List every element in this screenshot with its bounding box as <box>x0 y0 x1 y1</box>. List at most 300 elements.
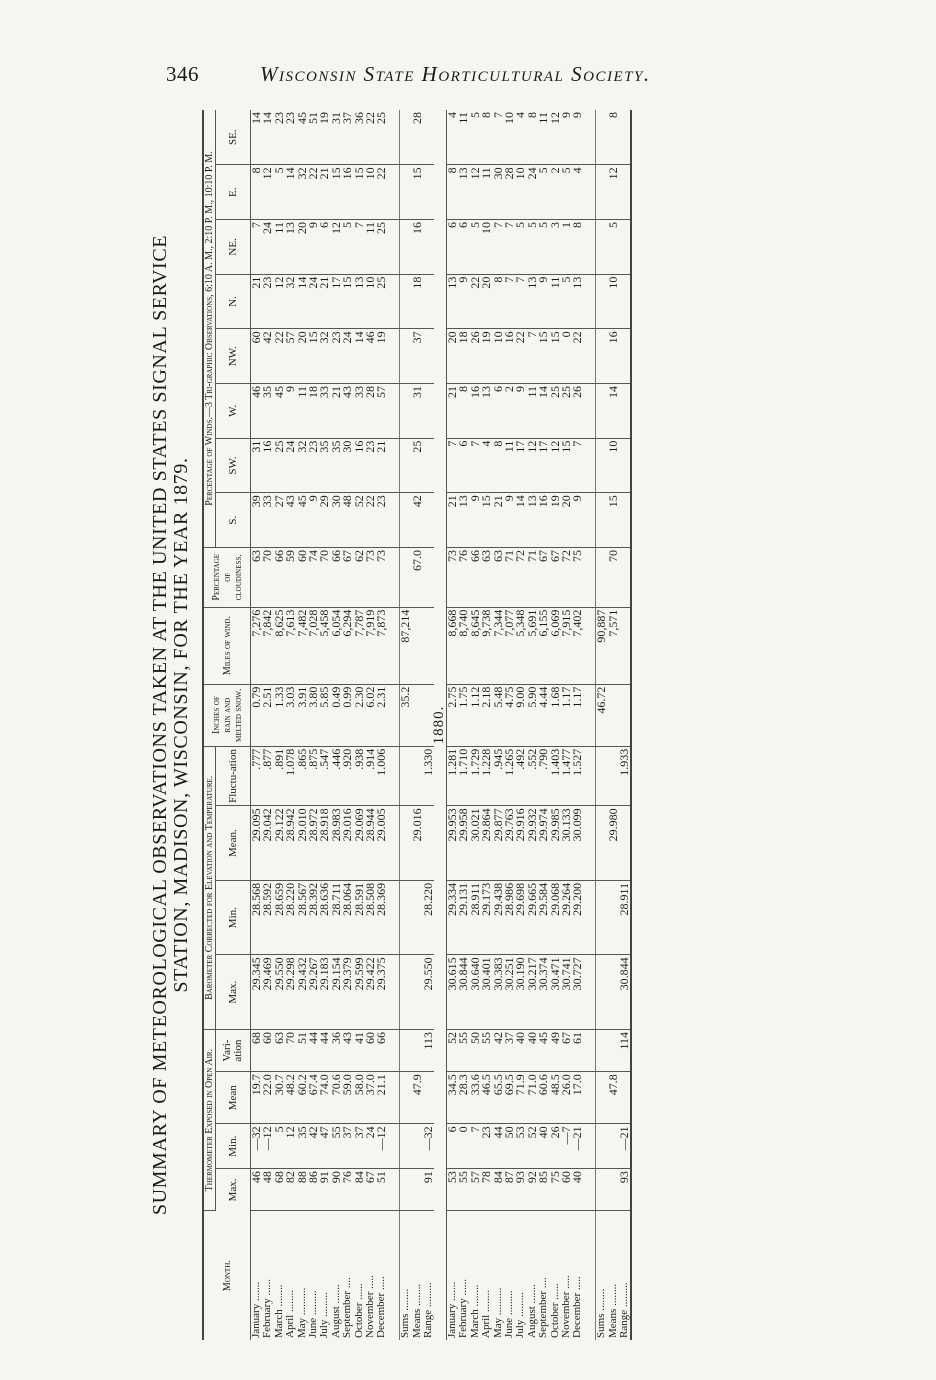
table-cell: 29.267 <box>308 955 319 1030</box>
table-cell: 11 <box>297 383 308 438</box>
table-cell: 28.911 <box>470 880 481 955</box>
spacer-cell <box>584 806 596 881</box>
table-cell: 11 <box>550 274 561 329</box>
table-cell: 50 <box>470 1029 481 1071</box>
table-cell: 60 <box>365 1029 376 1071</box>
table-cell: 2 <box>504 383 515 438</box>
table-row <box>481 110 492 1340</box>
table-cell: 22 <box>515 329 526 384</box>
table-cell: 1.17 <box>572 684 583 746</box>
cloudiness-header: Percentage of cloudiness. <box>203 547 251 607</box>
rain-header: Inches of rain and melted snow. <box>203 684 251 746</box>
table-cell: 30 <box>493 165 504 220</box>
table-cell: 1.17 <box>561 684 572 746</box>
table-cell: 55 <box>458 1169 469 1211</box>
table-cell <box>400 1169 412 1211</box>
table-cell <box>619 329 631 384</box>
table-cell: 3.91 <box>297 684 308 746</box>
table-cell <box>596 1124 608 1169</box>
table-cell: 44 <box>319 1029 330 1071</box>
table-cell: 8 <box>446 165 458 220</box>
table-cell: 0.79 <box>251 684 263 746</box>
table-cell: 20 <box>297 329 308 384</box>
table-row <box>538 110 549 1340</box>
table-cell <box>423 547 434 607</box>
spacer-cell <box>584 438 596 493</box>
table-cell: 25 <box>376 110 387 165</box>
table-cell <box>619 684 631 746</box>
table-cell: 71 <box>504 547 515 607</box>
table-cell: 30 <box>342 438 353 493</box>
table-cell: 29.183 <box>319 955 330 1030</box>
table-row <box>331 110 342 1340</box>
table-cell: 1 <box>561 220 572 275</box>
table-cell: 5 <box>538 165 549 220</box>
table-cell: 46 <box>251 1169 263 1211</box>
table-cell: 5 <box>470 110 481 165</box>
table-cell: 66 <box>331 547 342 607</box>
table-cell: 60.6 <box>538 1072 549 1124</box>
table-cell: 17.0 <box>572 1072 583 1124</box>
table-cell: 82 <box>285 1169 296 1211</box>
table-cell: 70 <box>285 1029 296 1071</box>
table-cell: 29.069 <box>354 806 365 881</box>
table-cell: 50 <box>504 1124 515 1169</box>
page-number: 346 <box>166 62 199 86</box>
table-cell: 23 <box>274 110 285 165</box>
table-cell: 29.010 <box>297 806 308 881</box>
table-cell: 29.980 <box>608 806 619 881</box>
table-cell <box>608 684 619 746</box>
table-cell: 9 <box>308 220 319 275</box>
table-cell: 29.985 <box>550 806 561 881</box>
table-cell: 0.49 <box>331 684 342 746</box>
table-cell <box>400 880 412 955</box>
table-cell: 1.228 <box>481 746 492 806</box>
table-cell: 18 <box>412 274 423 329</box>
table-cell: 73 <box>446 547 458 607</box>
table-cell: 35.2 <box>400 684 412 746</box>
table-cell: 75 <box>550 1169 561 1211</box>
table-cell: 91 <box>423 1169 434 1211</box>
thermo-mean-header: Mean <box>216 1072 251 1124</box>
table-cell: 31 <box>331 110 342 165</box>
table-cell: 62 <box>354 547 365 607</box>
table-cell <box>596 1169 608 1211</box>
table-cell: .777 <box>251 746 263 806</box>
table-cell: 10 <box>365 274 376 329</box>
spacer-cell <box>584 547 596 607</box>
table-cell: 5,691 <box>527 607 538 684</box>
spacer-cell <box>388 110 400 165</box>
table-cell <box>423 806 434 881</box>
table-cell: —32 <box>251 1124 263 1169</box>
row-label: November ..... <box>559 1275 572 1338</box>
table-cell: 2.31 <box>376 684 387 746</box>
table-cell: 1.403 <box>550 746 561 806</box>
table-cell: 60 <box>561 1169 572 1211</box>
table-cell: 6 <box>458 220 469 275</box>
table-cell: .552 <box>527 746 538 806</box>
table-cell: 29.599 <box>354 955 365 1030</box>
table-cell: 30.099 <box>572 806 583 881</box>
table-cell: 5 <box>274 1124 285 1169</box>
table-cell: 0.99 <box>342 684 353 746</box>
table-cell: 24 <box>308 274 319 329</box>
table-row <box>274 110 285 1340</box>
table-cell: 25 <box>274 438 285 493</box>
table-cell: 17 <box>515 438 526 493</box>
table-cell: 33 <box>319 383 330 438</box>
table-cell: 29.042 <box>262 806 273 881</box>
spacer-cell <box>388 220 400 275</box>
table-cell: 9 <box>308 493 319 548</box>
table-cell: 8,668 <box>446 607 458 684</box>
table-cell: 9,738 <box>481 607 492 684</box>
table-cell: .865 <box>297 746 308 806</box>
table-cell: 48.5 <box>550 1072 561 1124</box>
table-cell: 87,214 <box>400 607 412 684</box>
table-cell: 5.48 <box>493 684 504 746</box>
row-label: June ......... <box>307 1290 320 1338</box>
table-cell: 45 <box>297 110 308 165</box>
table-cell: 57 <box>285 329 296 384</box>
table-cell: 15 <box>561 438 572 493</box>
table-cell: 37 <box>342 110 353 165</box>
table-cell: 31 <box>412 383 423 438</box>
table-cell: 23 <box>262 274 273 329</box>
table-cell: .875 <box>308 746 319 806</box>
table-cell: 39 <box>251 493 263 548</box>
row-label: February ...... <box>457 1279 470 1338</box>
table-cell: .790 <box>538 746 549 806</box>
table-cell: 16 <box>262 438 273 493</box>
table-cell: 21 <box>319 274 330 329</box>
table-cell: 29.345 <box>251 955 263 1030</box>
table-cell <box>423 220 434 275</box>
table-cell: 20 <box>561 493 572 548</box>
table-cell: 28.986 <box>504 880 515 955</box>
table-cell: 7 <box>470 1124 481 1169</box>
table-cell: 23 <box>365 438 376 493</box>
barometer-header: Barometer Corrected for Elevation and Temperature. <box>203 746 216 1029</box>
table-row <box>308 110 319 1340</box>
table-cell <box>596 110 608 165</box>
table-cell: 21 <box>319 165 330 220</box>
table-cell: 29.438 <box>493 880 504 955</box>
table-cell: 28.636 <box>319 880 330 955</box>
table-cell: 29.005 <box>376 806 387 881</box>
table-cell: 12 <box>285 1124 296 1169</box>
table-cell: 10 <box>515 165 526 220</box>
table-cell: 14 <box>608 383 619 438</box>
spacer-cell <box>584 220 596 275</box>
table-cell: 16 <box>342 165 353 220</box>
table-row <box>561 110 572 1340</box>
table-cell: 45 <box>274 383 285 438</box>
table-cell: 8 <box>572 220 583 275</box>
table-cell: 67 <box>538 547 549 607</box>
table-cell: 90 <box>331 1169 342 1211</box>
table-cell <box>412 684 423 746</box>
table-cell: 28.711 <box>331 880 342 955</box>
table-cell: 30 <box>331 493 342 548</box>
table-cell: 37.0 <box>365 1072 376 1124</box>
table-cell <box>423 607 434 684</box>
table-cell: 1.33 <box>274 684 285 746</box>
table-cell: 28 <box>412 110 423 165</box>
table-cell: 15 <box>550 329 561 384</box>
table-cell: 24 <box>285 438 296 493</box>
table-cell: 71 <box>527 547 538 607</box>
table-cell: 34.5 <box>446 1072 458 1124</box>
table-cell: 28.369 <box>376 880 387 955</box>
row-label: December ..... <box>375 1276 388 1338</box>
table-cell: 16 <box>608 329 619 384</box>
table-cell: 7,276 <box>251 607 263 684</box>
table-cell: 85 <box>538 1169 549 1211</box>
spacer-cell <box>388 493 400 548</box>
table-cell: 51 <box>297 1029 308 1071</box>
row-label: Means ........ <box>606 1283 619 1338</box>
table-cell: 46 <box>251 383 263 438</box>
table-cell: 18 <box>308 383 319 438</box>
spacer-cell <box>584 329 596 384</box>
table-cell: 29.469 <box>262 955 273 1030</box>
table-cell <box>619 110 631 165</box>
table-cell: 22 <box>308 165 319 220</box>
table-cell: 23 <box>308 438 319 493</box>
spacer-cell <box>584 1072 596 1124</box>
table-cell: 86 <box>308 1169 319 1211</box>
table-cell: 72 <box>561 547 572 607</box>
table-cell: 29.068 <box>550 880 561 955</box>
table-cell: 7 <box>493 220 504 275</box>
table-cell: 24 <box>365 1124 376 1169</box>
table-cell: 26 <box>550 1124 561 1169</box>
table-cell: 30.615 <box>446 955 458 1030</box>
table-cell: 8 <box>527 110 538 165</box>
table-cell: 88 <box>297 1169 308 1211</box>
table-cell: 29.974 <box>538 806 549 881</box>
table-cell: 70 <box>262 547 273 607</box>
table-cell: 29.173 <box>481 880 492 955</box>
wind-s-header: S. <box>216 493 251 548</box>
row-label: December ..... <box>571 1276 584 1338</box>
table-cell: 35 <box>331 438 342 493</box>
table-cell: 22 <box>365 493 376 548</box>
baro-mean-header: Mean. <box>216 806 251 881</box>
table-cell: 63 <box>274 1029 285 1071</box>
table-cell: 8,645 <box>470 607 481 684</box>
table-cell: 30.7 <box>274 1072 285 1124</box>
table-cell: 68 <box>251 1029 263 1071</box>
table-cell <box>596 955 608 1030</box>
table-cell: 37 <box>354 1124 365 1169</box>
table-cell: 60.2 <box>297 1072 308 1124</box>
table-cell: 76 <box>458 547 469 607</box>
table-cell: 10 <box>365 165 376 220</box>
table-cell <box>423 274 434 329</box>
table-cell <box>619 383 631 438</box>
table-cell: 15 <box>608 493 619 548</box>
spacer-cell <box>388 329 400 384</box>
table-cell: 1.75 <box>458 684 469 746</box>
table-cell: 1.527 <box>572 746 583 806</box>
table-cell: 8 <box>493 438 504 493</box>
spacer-cell <box>388 165 400 220</box>
table-cell: 13 <box>572 274 583 329</box>
row-label: Sums ........ <box>596 1211 608 1340</box>
table-cell: 21.1 <box>376 1072 387 1124</box>
table-cell: 24 <box>262 220 273 275</box>
table-cell: 21 <box>251 274 263 329</box>
table-cell: 9 <box>561 110 572 165</box>
table-cell: 19 <box>550 493 561 548</box>
table-cell <box>619 547 631 607</box>
table-cell: 16 <box>412 220 423 275</box>
table-cell: 15 <box>308 329 319 384</box>
table-cell: .492 <box>515 746 526 806</box>
table-title <box>150 110 196 1340</box>
table-cell: 5 <box>470 220 481 275</box>
table-cell: 6,069 <box>550 607 561 684</box>
table-cell: 35 <box>319 438 330 493</box>
table-cell: 15 <box>342 274 353 329</box>
table-cell: 22 <box>274 329 285 384</box>
table-cell: 9 <box>504 493 515 548</box>
table-cell: 7,787 <box>354 607 365 684</box>
table-cell: 29.864 <box>481 806 492 881</box>
table-cell: 67 <box>550 547 561 607</box>
wind-se-header: SE. <box>216 110 251 165</box>
table-cell: 29.334 <box>446 880 458 955</box>
table-cell: 1.729 <box>470 746 481 806</box>
table-cell: 3.03 <box>285 684 296 746</box>
wind-nw-header: NW. <box>216 329 251 384</box>
row-label: June ......... <box>502 1290 515 1338</box>
table-cell: 5 <box>342 220 353 275</box>
table-cell: 71.0 <box>527 1072 538 1124</box>
table-cell: 30.741 <box>561 955 572 1030</box>
table-cell: 9 <box>515 383 526 438</box>
table-cell: 7,842 <box>262 607 273 684</box>
table-cell: 27 <box>274 493 285 548</box>
table-cell: 70 <box>319 547 330 607</box>
table-title-line-1: SUMMARY OF METEOROLOGICAL OBSERVATIONS TAKEN AT THE UNITED STATES SIGNAL SERVICE <box>149 234 171 1216</box>
table-cell: 30.727 <box>572 955 583 1030</box>
table-cell: 93 <box>619 1169 631 1211</box>
table-cell: 1.12 <box>470 684 481 746</box>
table-cell <box>596 1029 608 1071</box>
table-cell: 84 <box>493 1169 504 1211</box>
table-cell: 52 <box>354 493 365 548</box>
spacer-cell <box>584 493 596 548</box>
row-label: March ........ <box>468 1284 481 1338</box>
spacer-cell <box>388 1169 400 1211</box>
table-cell: 47.9 <box>412 1072 423 1124</box>
table-cell <box>619 493 631 548</box>
table-cell: 13 <box>481 383 492 438</box>
table-cell: 11 <box>527 383 538 438</box>
table-cell: 12 <box>550 438 561 493</box>
table-cell: 67 <box>561 1029 572 1071</box>
table-cell: 46.72 <box>596 684 608 746</box>
table-cell: 30.217 <box>527 955 538 1030</box>
month-header: Month. <box>203 1211 251 1340</box>
table-cell: 22 <box>376 165 387 220</box>
table-cell: 33 <box>354 383 365 438</box>
row-label: February ...... <box>261 1279 274 1338</box>
means-row <box>608 110 619 1340</box>
table-cell <box>423 438 434 493</box>
table-row <box>285 110 296 1340</box>
table-cell: 45 <box>538 1029 549 1071</box>
table-cell <box>596 880 608 955</box>
table-cell: 33 <box>262 493 273 548</box>
table-cell: 15 <box>354 165 365 220</box>
table-cell: 4 <box>481 438 492 493</box>
table-cell: 30.471 <box>550 955 561 1030</box>
spacer-cell <box>388 1072 400 1124</box>
table-cell: 29.298 <box>285 955 296 1030</box>
table-cell: 19.7 <box>251 1072 263 1124</box>
row-label: Means ........ <box>410 1283 423 1338</box>
row-label: September .... <box>537 1277 550 1338</box>
wind-sw-header: SW. <box>216 438 251 493</box>
table-cell: 48 <box>262 1169 273 1211</box>
table-cell: 5 <box>608 220 619 275</box>
table-cell: 67 <box>365 1169 376 1211</box>
table-cell: 67.0 <box>412 547 423 607</box>
table-cell: 11 <box>481 165 492 220</box>
table-cell: 31 <box>251 438 263 493</box>
table-cell: 28.568 <box>251 880 263 955</box>
table-cell: 8 <box>493 274 504 329</box>
table-cell: 22 <box>365 110 376 165</box>
table-cell: .891 <box>274 746 285 806</box>
table-cell: 25 <box>561 383 572 438</box>
table-cell: 30.844 <box>458 955 469 1030</box>
table-cell: 21 <box>446 383 458 438</box>
table-row <box>446 110 458 1340</box>
table-cell: 12 <box>550 110 561 165</box>
table-cell: 29.698 <box>515 880 526 955</box>
table-cell: 29.095 <box>251 806 263 881</box>
table-cell: 8 <box>251 165 263 220</box>
spacer-cell <box>388 438 400 493</box>
table-cell: 5,458 <box>319 607 330 684</box>
table-cell: 59.0 <box>342 1072 353 1124</box>
table-cell: 1.265 <box>504 746 515 806</box>
table-cell: 16 <box>470 383 481 438</box>
table-cell: 32 <box>297 165 308 220</box>
table-cell: 66 <box>470 547 481 607</box>
thermometer-header: Thermometer Exposed in Open Air. <box>203 1029 216 1210</box>
table-cell: 1.078 <box>285 746 296 806</box>
spacer-cell <box>388 880 400 955</box>
table-cell: 46 <box>365 329 376 384</box>
table-cell: 7 <box>504 274 515 329</box>
table-cell: 28.972 <box>308 806 319 881</box>
table-cell: 16 <box>504 329 515 384</box>
table-cell: 6,054 <box>331 607 342 684</box>
table-cell: 7 <box>527 329 538 384</box>
table-cell: 12 <box>470 165 481 220</box>
table-row <box>550 110 561 1340</box>
spacer-cell <box>584 1211 596 1340</box>
table-cell: 72 <box>515 547 526 607</box>
